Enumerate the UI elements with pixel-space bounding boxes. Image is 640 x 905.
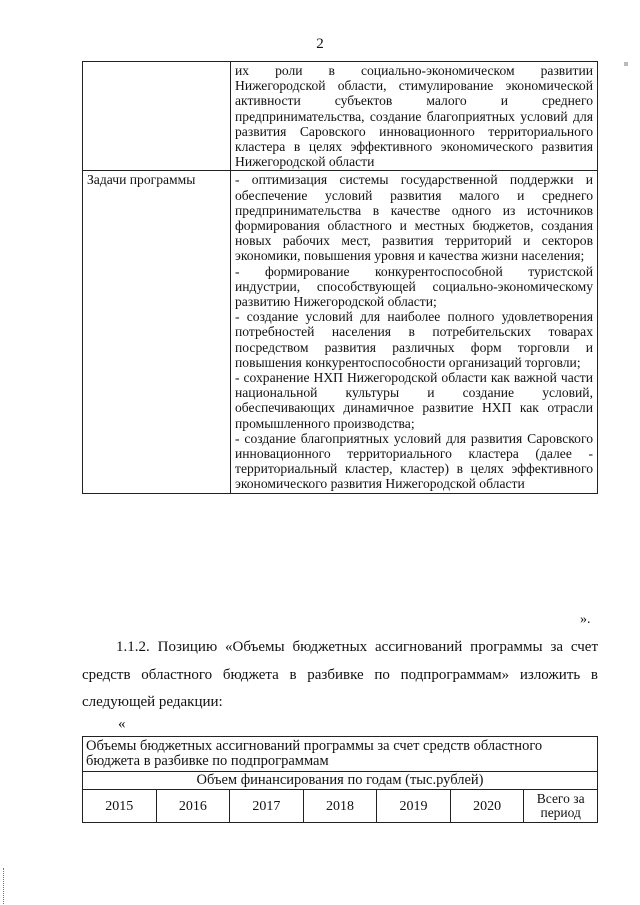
paragraph-text: 1.1.2. Позицию «Объемы бюджетных ассигнований программы за счет средств областного бюджета в разбивке по подпрограммам» изложить в следующей редакции: (82, 639, 598, 710)
task-item: - создание благоприятных условий для развития Саровского инновационного территориального кластера (далее - территориальный кластер, кластер) в целях эффективного экономического развития Нижегородской области (235, 430, 593, 492)
budget-table (82, 736, 598, 823)
row-content (231, 62, 598, 171)
year-cell: 2019 (377, 790, 451, 823)
table-row (83, 790, 598, 823)
task-item: - оптимизация системы государственной поддержки и обеспечение условий развития малого и среднего предпринимательства в качестве одного из источников формирования областного и местных бюджетов, создания новых рабочих мест, развития территорий и секторов экономики, повышения уровня и качества жизни населения; (235, 172, 593, 264)
year-cell: 2016 (156, 790, 230, 823)
opening-quote: « (118, 716, 126, 732)
program-passport-table (82, 61, 598, 494)
goal-text: их роли в социально-экономическом развитии Нижегородской области, стимулирование экономической активности субъектов малого и среднего предпринимательства, создание благоприятных условий для развития Саровского инновационного территориального кластера в целях эффективного экономического развития Нижегородской области (235, 63, 593, 170)
row-label (83, 62, 231, 171)
row-label: Задачи программы (83, 171, 231, 493)
row-content (231, 171, 598, 493)
task-item: - создание условий для наиболее полного удовлетворения потребностей населения в потребительских товарах посредством развития различных форм торговли и повышения конкурентоспособности организаций торговли; (235, 309, 593, 370)
table-row (83, 62, 598, 171)
table-row (83, 772, 598, 790)
page-number: 2 (316, 36, 324, 52)
year-cell: 2017 (230, 790, 304, 823)
budget-table-subheader: Объем финансирования по годам (тыс.рублей) (83, 772, 598, 790)
scan-mark (624, 62, 628, 66)
table-row (83, 737, 598, 772)
closing-quote: ». (580, 612, 591, 627)
budget-table-title: Объемы бюджетных ассигнований программы за счет средств областного бюджета в разбивке по подпрограммам (83, 737, 598, 772)
total-cell: Всего за период (524, 790, 598, 823)
year-cell: 2018 (303, 790, 377, 823)
task-item: - формирование конкурентоспособной туристской индустрии, способствующей социально-экономическому развитию Нижегородской области; (235, 263, 593, 310)
scan-edge-dots (3, 868, 5, 904)
year-cell: 2020 (450, 790, 524, 823)
year-cell: 2015 (83, 790, 157, 823)
table-row (83, 171, 598, 493)
amendment-paragraph (82, 634, 598, 717)
task-item: - сохранение НХП Нижегородской области как важной части национальной культуры и создание условий, обеспечивающих динамичное развитие НХП как отрасли промышленного производства; (235, 370, 593, 431)
